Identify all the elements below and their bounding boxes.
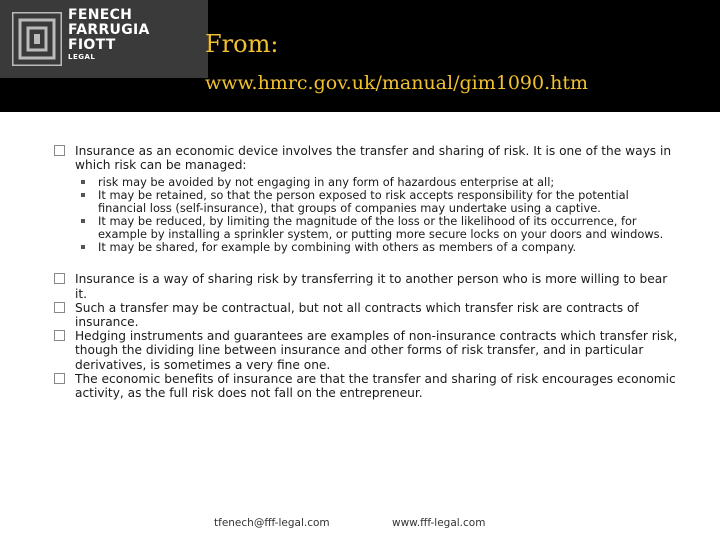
square-bullet-icon	[81, 193, 85, 197]
slide-title-from: From:	[205, 30, 279, 58]
sub-bullet-item	[98, 189, 680, 215]
bullet-text: Insurance is a way of sharing risk by transferring it to another person who is more willing to bear it.	[75, 272, 668, 301]
bullet-text: Such a transfer may be contractual, but not all contracts which transfer risk are contracts of insurance.	[75, 300, 639, 330]
sub-bullet-text: risk may be avoided by not engaging in any form of hazardous enterprise at all;	[98, 175, 555, 190]
footer-website[interactable]: www.fff-legal.com	[392, 517, 486, 529]
bullet-item	[58, 301, 680, 329]
bullet-item	[58, 329, 680, 372]
checkbox-bullet-icon	[54, 302, 65, 313]
sub-bullet-list	[98, 176, 680, 254]
sub-bullet-item	[98, 215, 680, 241]
checkbox-bullet-icon	[54, 145, 65, 156]
company-logo	[0, 0, 208, 78]
slide-body	[58, 144, 680, 400]
logo-text	[68, 8, 150, 62]
square-bullet-icon	[81, 245, 85, 249]
checkbox-bullet-icon	[54, 330, 65, 341]
bullet-text: Insurance as an economic device involves the transfer and sharing of risk. It is one of the ways in which risk can be managed:	[75, 144, 672, 173]
bullet-text: Hedging instruments and guarantees are examples of non-insurance contracts which transfer risk, though the dividing line between insurance and other forms of risk transfer, and in particular derivatives, is sometimes a very fine one.	[75, 329, 678, 372]
sub-bullet-text: It may be shared, for example by combining with others as members of a company.	[98, 240, 577, 255]
header-bar	[0, 0, 720, 112]
bullet-item	[58, 144, 680, 172]
checkbox-bullet-icon	[54, 373, 65, 384]
bullet-text: The economic benefits of insurance are that the transfer and sharing of risk encourages economic activity, as the full risk does not fall on the entrepreneur.	[75, 371, 676, 401]
bullet-item	[58, 272, 680, 300]
sub-bullet-text: It may be reduced, by limiting the magnitude of the loss or the likelihood of its occurrence, for example by installing a sprinkler system, or putting more secure locks on your doors and windows.	[98, 214, 664, 242]
square-bullet-icon	[81, 180, 85, 184]
bullet-item	[58, 372, 680, 400]
checkbox-bullet-icon	[54, 273, 65, 284]
logo-mark-icon	[12, 12, 62, 66]
logo-line-2: FARRUGIA	[68, 22, 150, 38]
sub-bullet-item	[98, 241, 680, 254]
sub-bullet-text: It may be retained, so that the person exposed to risk accepts responsibility for the potential financial loss (self-insurance), that groups of companies may undertake using a captive.	[98, 188, 629, 216]
footer-email[interactable]: tfenech@fff-legal.com	[214, 517, 330, 529]
slide-title-url: www.hmrc.gov.uk/manual/gim1090.htm	[205, 72, 589, 94]
logo-line-4: LEGAL	[68, 53, 96, 61]
logo-line-1: FENECH	[68, 7, 133, 23]
logo-line-3: FIOTT	[68, 37, 116, 53]
square-bullet-icon	[81, 219, 85, 223]
